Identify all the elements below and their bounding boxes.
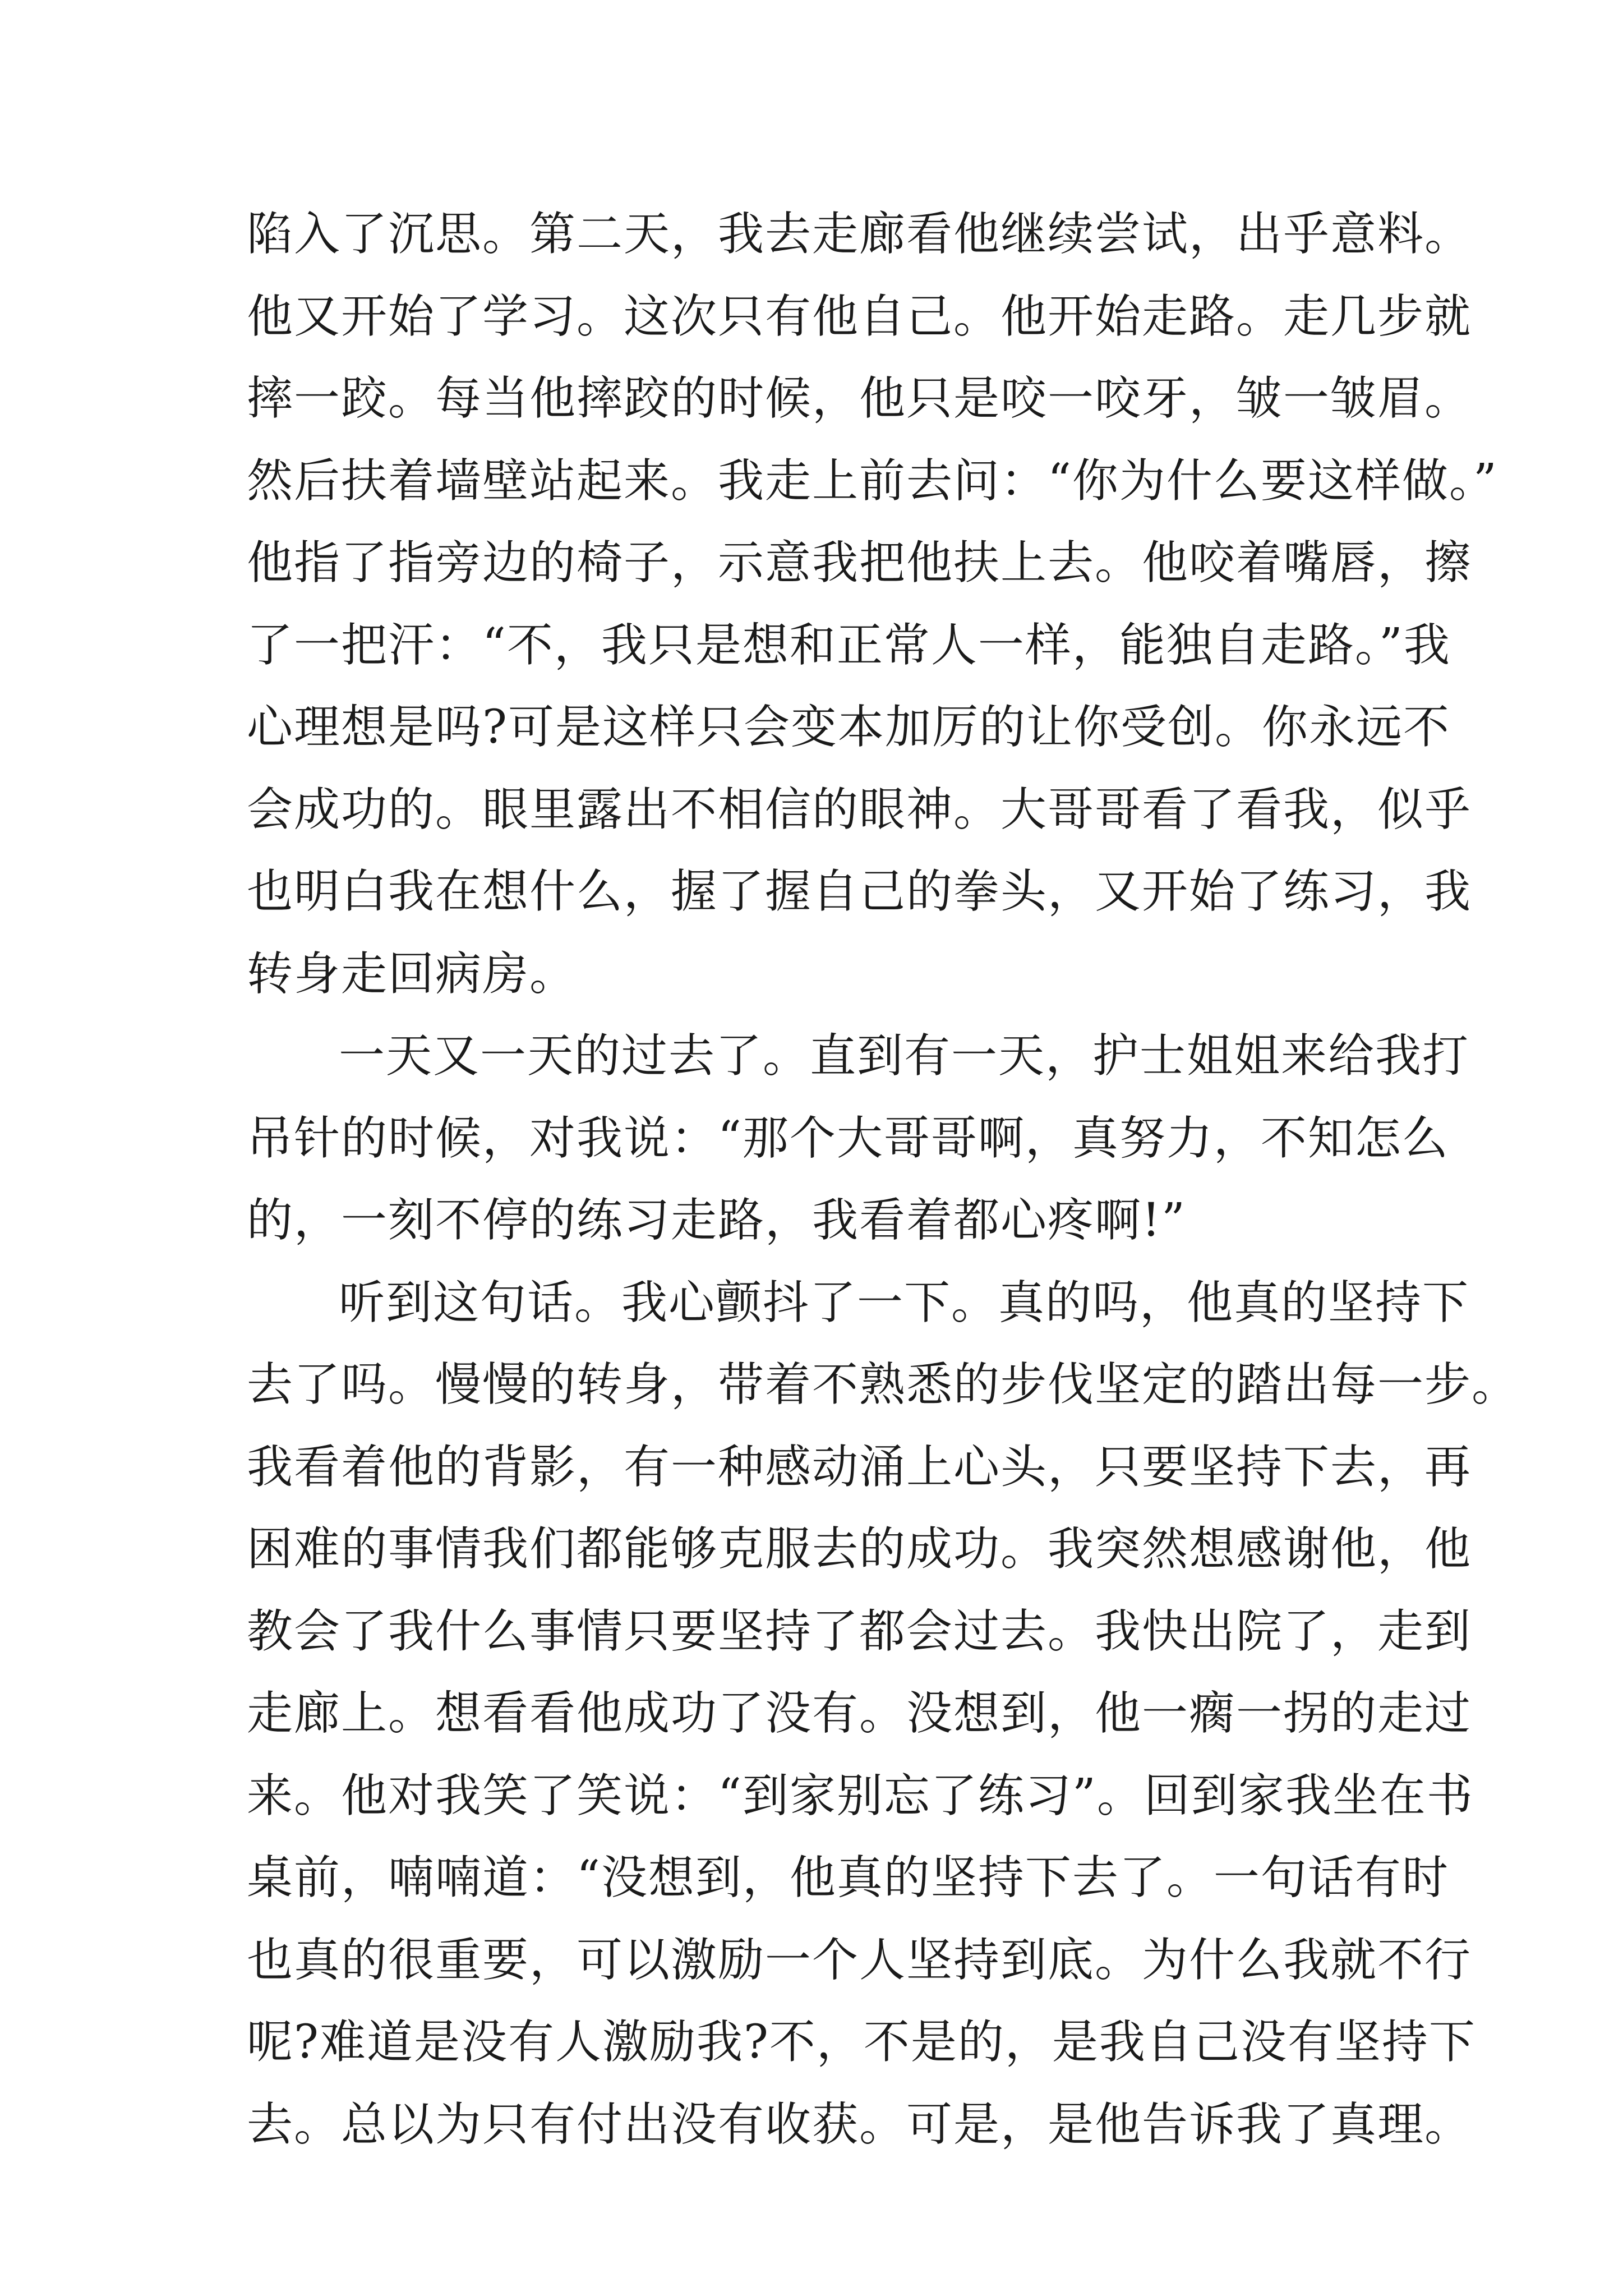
text-line: 的，一刻不停的练习走路，我看着都心疼啊!” <box>247 1194 1186 1247</box>
text-line: 转身走回病房。 <box>247 947 577 1001</box>
text-line: 去了吗。慢慢的转身，带着不熟悉的步伐坚定的踏出每一步。 <box>247 1358 1519 1411</box>
text-line: 困难的事情我们都能够克服去的成功。我突然想感谢他，他 <box>247 1522 1472 1576</box>
text-line: 然后扶着墙壁站起来。我走上前去问：“你为什么要这样做。” <box>247 454 1498 508</box>
text-line: 他又开始了学习。这次只有他自己。他开始走路。走几步就 <box>247 289 1472 343</box>
text-line: 了一把汗：“不，我只是想和正常人一样，能独自走路。”我 <box>247 618 1451 672</box>
text-line: 陷入了沉思。第二天，我去走廊看他继续尝试，出乎意料。 <box>247 208 1472 261</box>
text-line: 心理想是吗?可是这样只会变本加厉的让你受创。你永远不 <box>247 701 1450 754</box>
text-line: 我看着他的背影，有一种感动涌上心头，只要坚持下去，再 <box>247 1440 1472 1494</box>
text-line: 一天又一天的过去了。直到有一天，护士姐姐来给我打 <box>339 1029 1470 1083</box>
text-line: 呢?难道是没有人激励我?不，不是的，是我自己没有坚持下 <box>247 2016 1476 2069</box>
text-line: 会成功的。眼里露出不相信的眼神。大哥哥看了看我，似乎 <box>247 783 1472 836</box>
text-line: 教会了我什么事情只要坚持了都会过去。我快出院了，走到 <box>247 1604 1472 1658</box>
text-line: 也明白我在想什么，握了握自己的拳头，又开始了练习，我 <box>247 865 1472 918</box>
text-line: 吊针的时候，对我说：“那个大哥哥啊，真努力，不知怎么 <box>247 1111 1449 1165</box>
text-line: 听到这句话。我心颤抖了一下。真的吗，他真的坚持下 <box>339 1276 1470 1329</box>
text-line: 来。他对我笑了笑说：“到家别忘了练习”。回到家我坐在书 <box>247 1769 1474 1823</box>
text-line: 走廊上。想看看他成功了没有。没想到，他一瘸一拐的走过 <box>247 1687 1472 1740</box>
text-line: 也真的很重要，可以激励一个人坚持到底。为什么我就不行 <box>247 1933 1472 1987</box>
text-line: 他指了指旁边的椅子，示意我把他扶上去。他咬着嘴唇，擦 <box>247 536 1472 590</box>
text-line: 摔一跤。每当他摔跤的时候，他只是咬一咬牙，皱一皱眉。 <box>247 372 1472 425</box>
text-line: 去。总以为只有付出没有收获。可是，是他告诉我了真理。 <box>247 2097 1472 2151</box>
text-line: 桌前，喃喃道：“没想到，他真的坚持下去了。一句话有时 <box>247 1851 1449 1904</box>
